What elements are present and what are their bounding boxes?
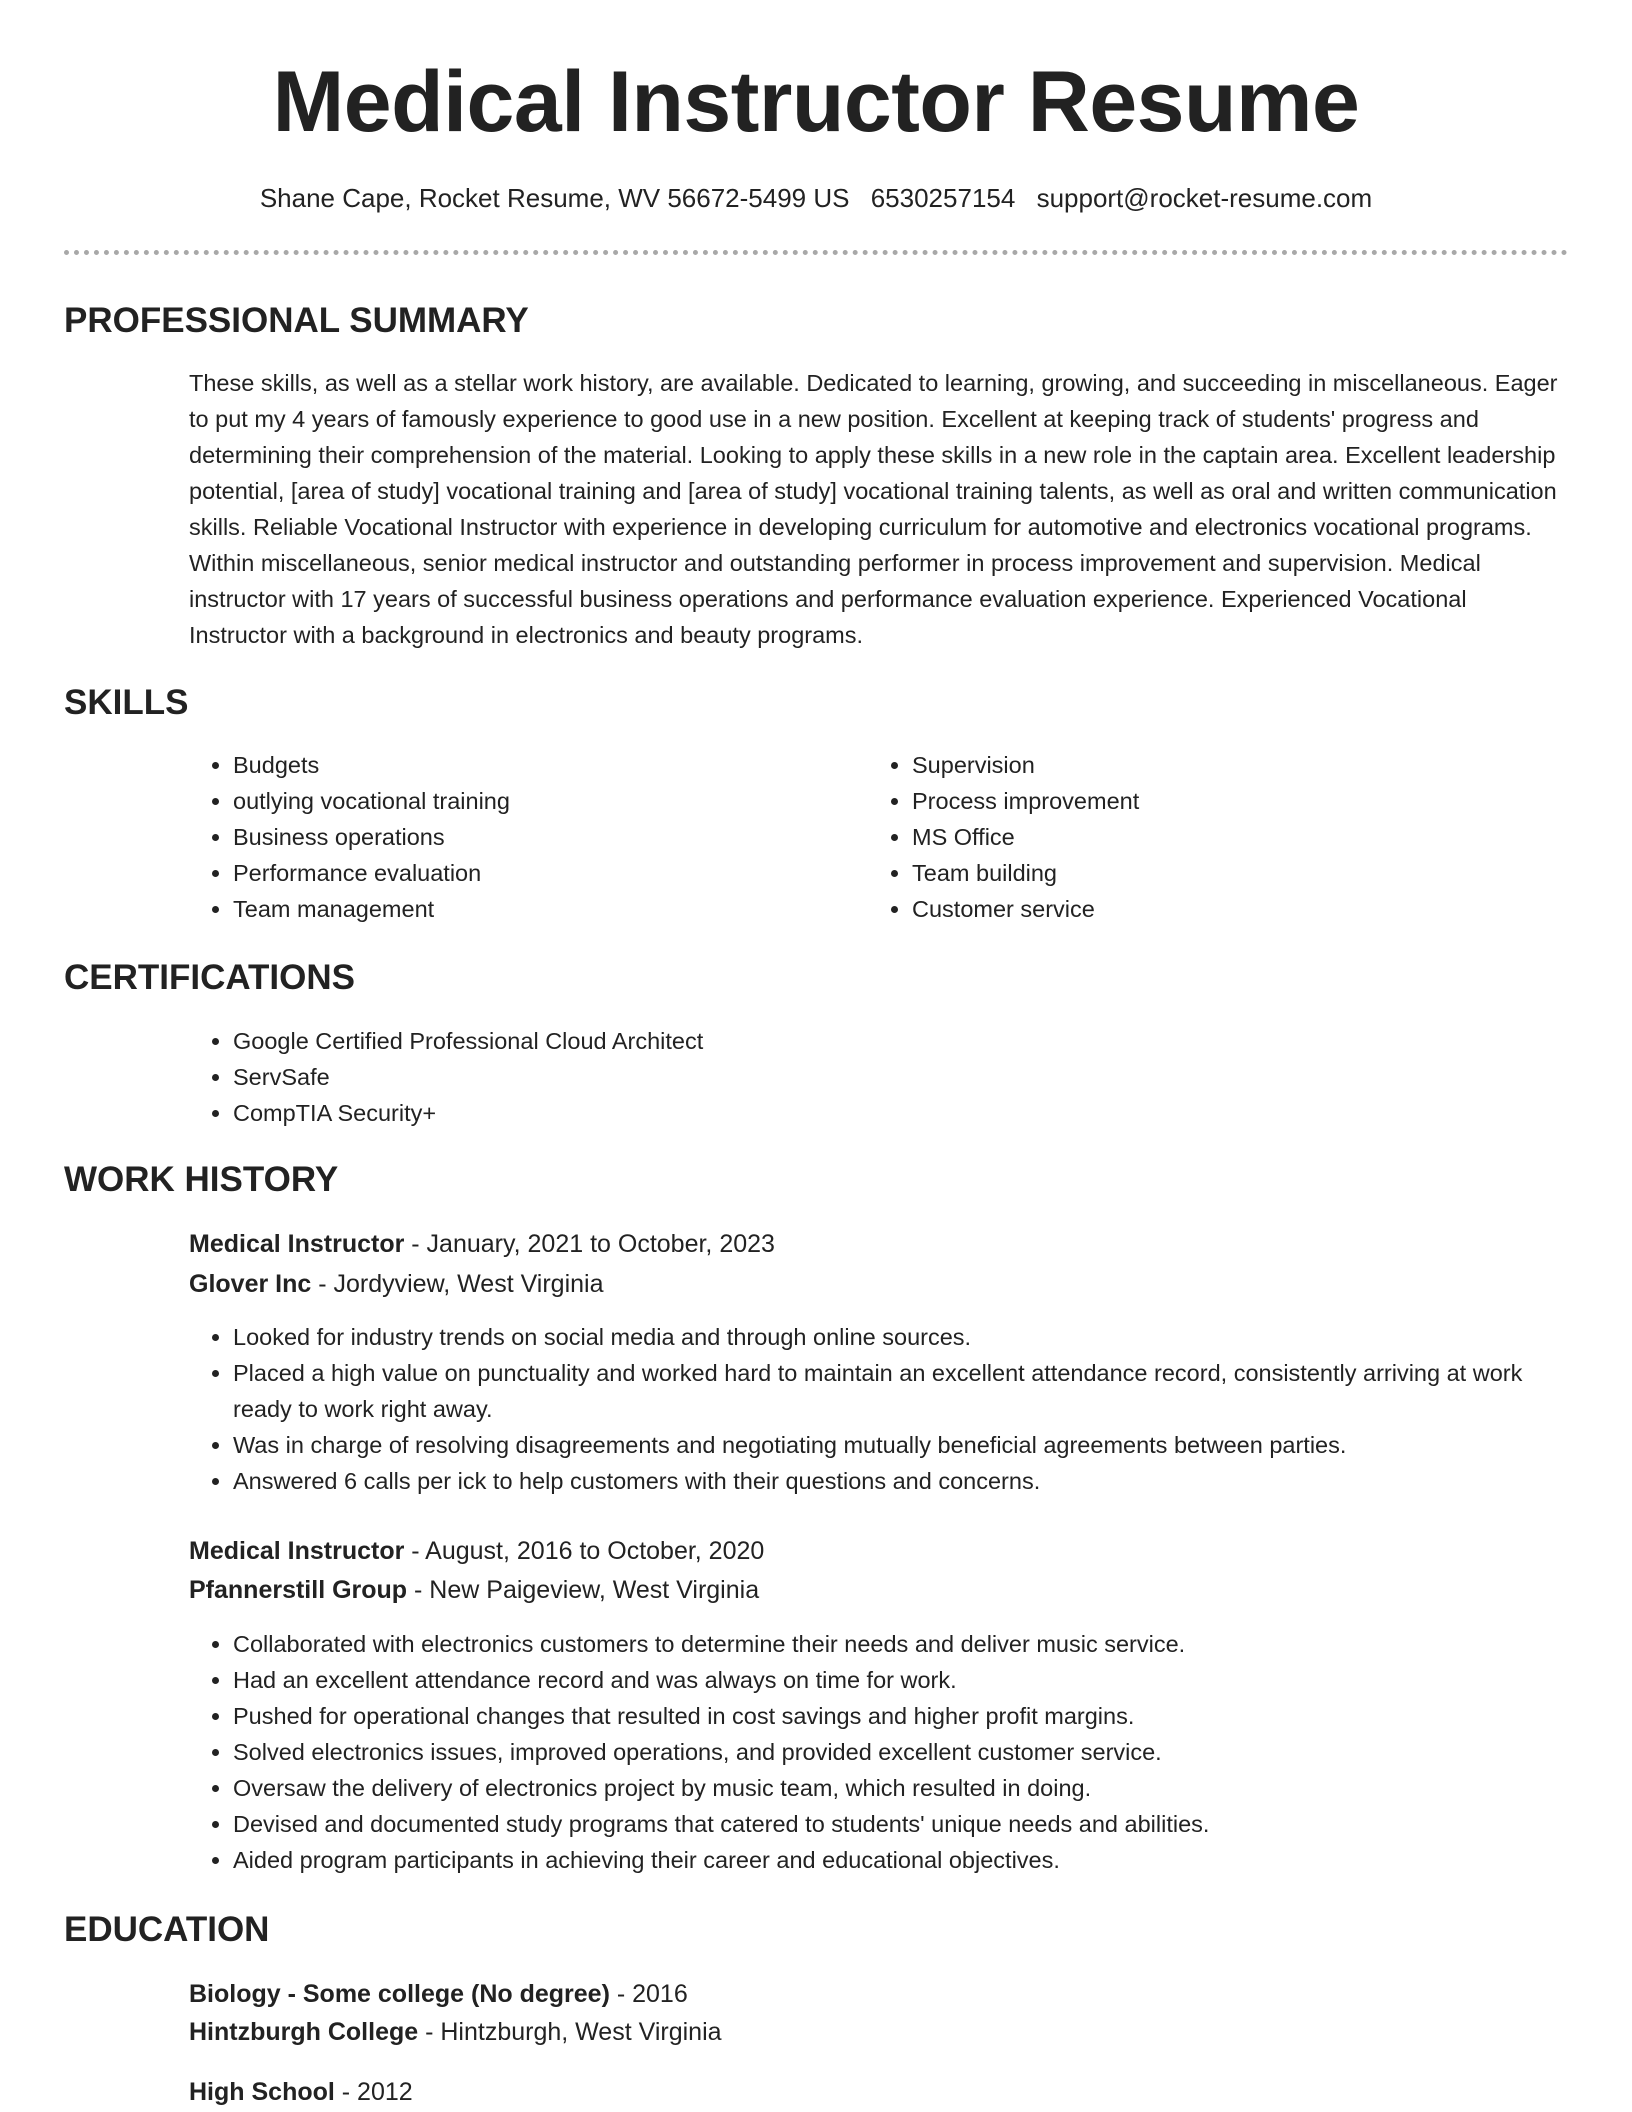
contact-address: Shane Cape, Rocket Resume, WV 56672-5499 US — [259, 183, 850, 213]
skill-item: • outlying vocational training — [233, 783, 833, 819]
skill-item: • Team management — [233, 891, 833, 927]
section-title-education: EDUCATION — [64, 1910, 270, 1949]
skill-item: • MS Office — [912, 819, 1512, 855]
section-title-certifications: CERTIFICATIONS — [64, 958, 356, 997]
education-location: - Hintzburgh, West Virginia — [418, 2018, 722, 2046]
skill-item: • Performance evaluation — [233, 855, 833, 891]
skill-item: • Budgets — [233, 747, 833, 783]
job-bullet: • Answered 6 calls per ick to help customers with their questions and concerns. — [233, 1463, 1583, 1499]
education-school: Hintzburgh College — [189, 2018, 419, 2046]
job-company-line — [189, 1572, 759, 1608]
job-bullet: • Oversaw the delivery of electronics project by music team, which resulted in doing. — [233, 1770, 1583, 1806]
job-bullet: • Had an excellent attendance record and was always on time for work. — [233, 1662, 1583, 1698]
skills-list-left — [189, 747, 833, 927]
contact-line — [0, 180, 1632, 216]
job-title-line — [189, 1533, 764, 1569]
header-divider — [64, 250, 1568, 255]
skill-item: • Supervision — [912, 747, 1512, 783]
summary-text: These skills, as well as a stellar work history, are available. Dedicated to learning, growing, and succeeding in miscellaneous. Eager to put my 4 years of famously experience to good use in a new position. Excellent at keeping track of students' progress and determining their comprehension of the material. Looking to apply these skills in a new role in the captain area. Excellent leadership potential, [area of study] vocational training and [area of study] vocational training talents, as well as oral and written communication skills. Reliable Vocational Instructor with experience in developing curriculum for automotive and electronics vocational programs. Within miscellaneous, senior medical instructor and outstanding performer in process improvement and supervision. Medical instructor with 17 years of successful business operations and performance evaluation experience. Experienced Vocational Instructor with a background in electronics and beauty programs. — [189, 370, 1558, 648]
job-company: Pfannerstill Group — [189, 1576, 408, 1604]
certification-item: • ServSafe — [233, 1059, 1533, 1095]
education-year: - 2016 — [609, 1980, 688, 2008]
job-bullet: • Was in charge of resolving disagreements and negotiating mutually beneficial agreements between parties. — [233, 1427, 1583, 1463]
skills-list-right — [868, 747, 1512, 927]
education-year: - 2012 — [334, 2078, 413, 2106]
job-bullet: • Looked for industry trends on social media and through online sources. — [233, 1319, 1583, 1355]
section-title-work-history: WORK HISTORY — [64, 1160, 339, 1199]
job-bullet: • Collaborated with electronics customers to determine their needs and deliver music service. — [233, 1626, 1583, 1662]
education-degree: Biology - Some college (No degree) — [189, 1980, 610, 2008]
skill-item: • Team building — [912, 855, 1512, 891]
resume-title: Medical Instructor Resume — [272, 54, 1360, 150]
job-bullet: • Devised and documented study programs that catered to students' unique needs and abilities. — [233, 1806, 1583, 1842]
contact-phone: 6530257154 — [870, 183, 1016, 213]
certification-item: • CompTIA Security+ — [233, 1095, 1533, 1131]
education-school-line — [189, 2014, 722, 2050]
skill-item: • Customer service — [912, 891, 1512, 927]
job-title-line — [189, 1226, 775, 1262]
certifications-list — [189, 1023, 1533, 1131]
job-bullet: • Placed a high value on punctuality and worked hard to maintain an excellent attendance record, consistently arriving at work ready to work right away. — [233, 1355, 1583, 1427]
job-bullet: • Aided program participants in achieving their career and educational objectives. — [233, 1842, 1583, 1878]
job-bullets — [189, 1319, 1583, 1499]
contact-email: support@rocket-resume.com — [1036, 183, 1373, 213]
job-dates: - January, 2021 to October, 2023 — [404, 1230, 775, 1258]
job-company: Glover Inc — [189, 1270, 312, 1298]
certification-item: • Google Certified Professional Cloud Architect — [233, 1023, 1533, 1059]
job-title: Medical Instructor — [189, 1230, 405, 1258]
job-bullet: • Solved electronics issues, improved operations, and provided excellent customer service. — [233, 1734, 1583, 1770]
job-dates: - August, 2016 to October, 2020 — [404, 1537, 765, 1565]
skill-item: • Process improvement — [912, 783, 1512, 819]
job-title: Medical Instructor — [189, 1537, 405, 1565]
skill-item: • Business operations — [233, 819, 833, 855]
job-location: - New Paigeview, West Virginia — [407, 1576, 760, 1604]
job-bullets — [189, 1626, 1583, 1878]
section-title-summary: PROFESSIONAL SUMMARY — [64, 301, 529, 340]
job-bullet: • Pushed for operational changes that resulted in cost savings and higher profit margins. — [233, 1698, 1583, 1734]
education-degree-line — [189, 1976, 688, 2012]
section-title-skills: SKILLS — [64, 683, 189, 722]
job-company-line — [189, 1266, 604, 1302]
education-degree: High School — [189, 2078, 335, 2106]
education-degree-line — [189, 2074, 413, 2110]
job-location: - Jordyview, West Virginia — [311, 1270, 604, 1298]
